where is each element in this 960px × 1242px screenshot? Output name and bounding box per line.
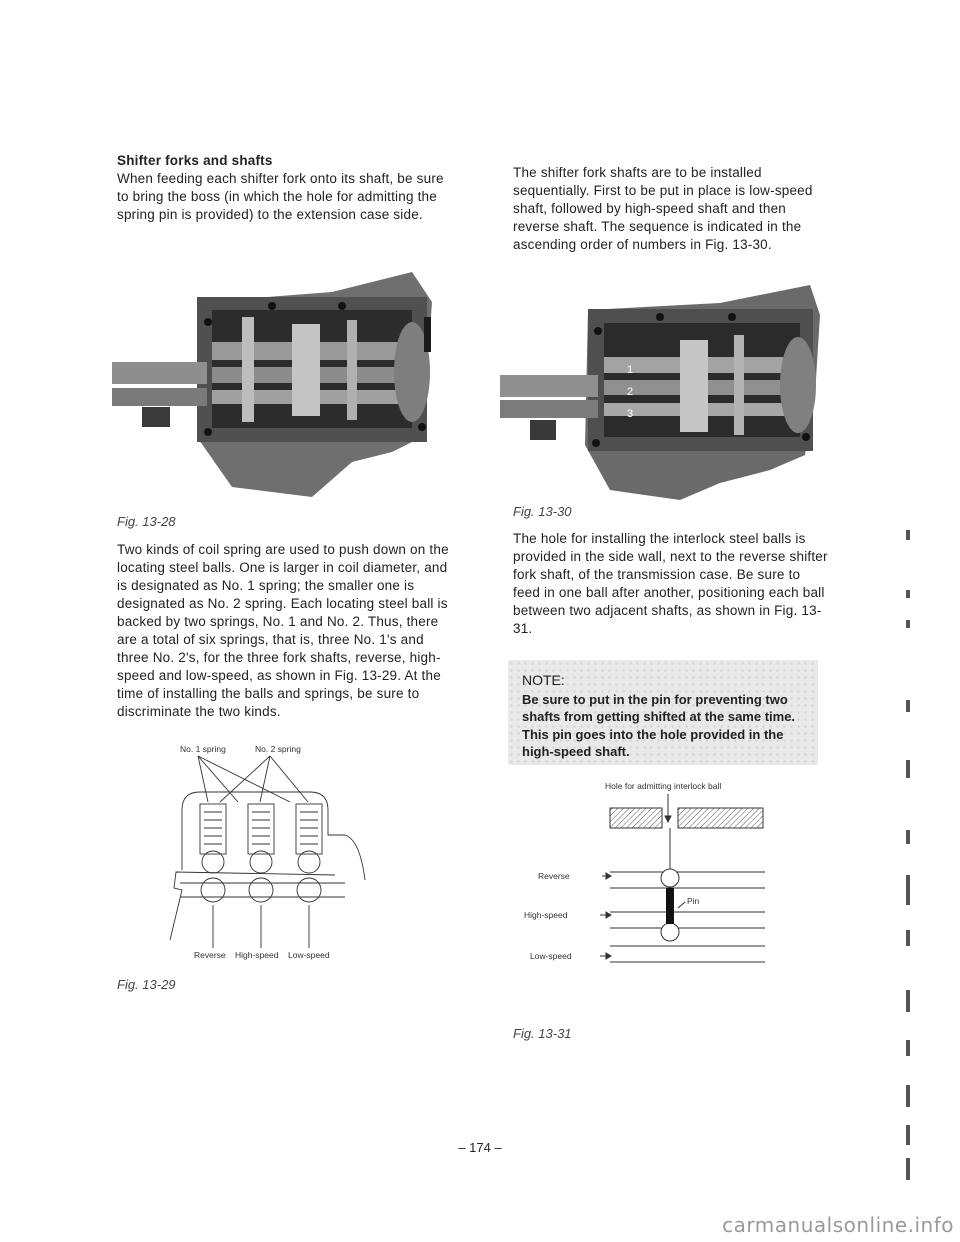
caption-fig-13-30: Fig. 13-30 [513, 504, 572, 519]
fig30-label-1: 1 [627, 364, 634, 376]
right-intro [513, 164, 831, 254]
watermark: carmanualsonline.info [722, 1213, 954, 1237]
note-title: NOTE: [522, 672, 565, 688]
caption-fig-13-28: Fig. 13-28 [117, 514, 176, 529]
photo-fig-13-30 [500, 285, 825, 510]
label-reverse: Reverse [194, 950, 226, 960]
caption-fig-13-31: Fig. 13-31 [513, 1026, 572, 1041]
label-no2-spring: No. 2 spring [255, 744, 301, 754]
label-fig31-high-speed: High-speed [524, 910, 568, 920]
note-body: Be sure to put in the pin for preventing two shafts from getting shifted at the same time. This pin goes into the hole provided in the high-speed shaft. [522, 691, 796, 759]
paragraph-shifter-forks: When feeding each shifter fork onto its shaft, be sure to bring the boss (in which the hole for admitting the spring pin is provided) to the extension case side. [117, 171, 444, 222]
paragraph-coil-springs: Two kinds of coil spring are used to push down on the locating steel balls. One is larger in coil diameter, and is designated as No. 1 spring; the smaller one is designated as No. 2 spring. Each locating steel ball is backed by two springs, No. 1 and No. 2. Thus, there are a total of six springs, that is, three No. 1's and three No. 2's, for the three fork shafts, reverse, high-speed and low-speed, as shown in Fig. 13-29. At the time of installing the balls and springs, be sure to discriminate the two kinds. [117, 542, 449, 719]
label-no1-spring: No. 1 spring [180, 744, 226, 754]
photo-fig-13-28 [112, 262, 438, 510]
label-hole: Hole for admitting interlock ball [605, 781, 722, 791]
left-paragraph-2 [117, 541, 452, 721]
fig30-label-2: 2 [627, 386, 634, 398]
right-paragraph-2 [513, 530, 831, 638]
diagram-fig-13-29 [160, 740, 375, 962]
section-heading: Shifter forks and shafts [117, 153, 273, 168]
left-intro [117, 152, 452, 224]
label-fig31-low-speed: Low-speed [530, 951, 572, 961]
paragraph-sequence: The shifter fork shafts are to be installed sequentially. First to be put in place is low-speed shaft, followed by high-speed shaft and then reverse shaft. The sequence is indicated in the ascending order of numbers in Fig. 13-30. [513, 165, 813, 252]
diagram-fig-13-31 [510, 780, 780, 975]
label-low-speed: Low-speed [288, 950, 330, 960]
label-pin: Pin [687, 896, 700, 906]
paragraph-interlock-balls: The hole for installing the interlock steel balls is provided in the side wall, next to the reverse shifter fork shaft, of the transmission case. Be sure to feed in one ball after another, positioning each ball between two adjacent shafts, as shown in Fig. 13-31. [513, 531, 828, 636]
caption-fig-13-29: Fig. 13-29 [117, 977, 176, 992]
page-number: – 174 – [458, 1140, 502, 1155]
label-high-speed: High-speed [235, 950, 279, 960]
note-box [508, 660, 818, 765]
label-fig31-reverse: Reverse [538, 871, 570, 881]
fig30-label-3: 3 [627, 408, 634, 420]
